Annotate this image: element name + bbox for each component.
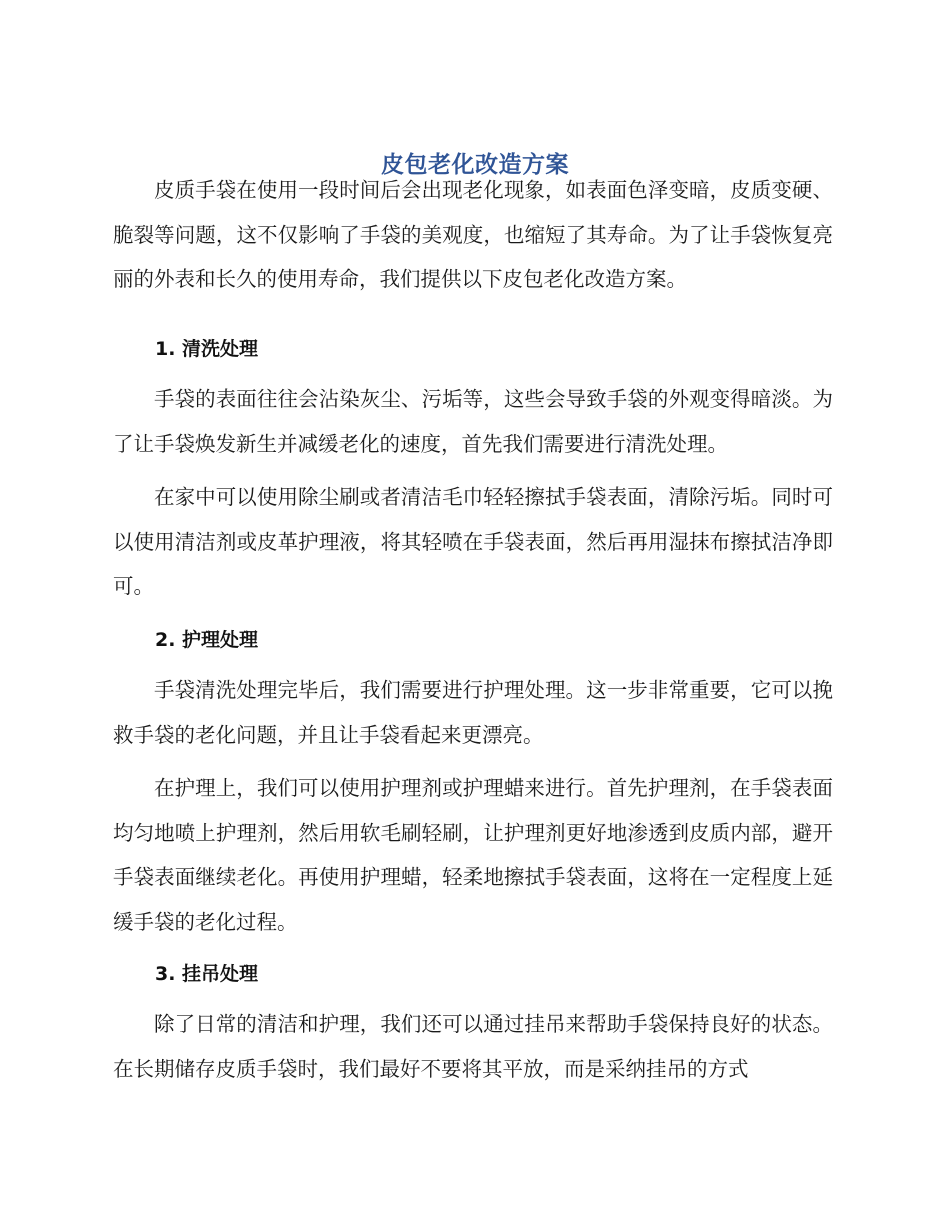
hanging-paragraph-1: 除了日常的清洁和护理，我们还可以通过挂吊来帮助手袋保持良好的状态。在长期储存皮质手袋时，我们最好不要将其平放，而是采纳挂吊的方式 (113, 1012, 833, 1081)
care-paragraph-2: 在护理上，我们可以使用护理剂或护理蜡来进行。首先护理剂，在手袋表面均匀地喷上护理剂，然后用软毛刷轻刷，让护理剂更好地渗透到皮质内部，避开手袋表面继续老化。再使用护理蜡，轻柔地擦拭手袋表面，这将在一定程度上延缓手袋的老化过程。 (113, 776, 833, 934)
section-heading-cleaning: 1. 清洗处理 (155, 338, 259, 360)
section-heading-care: 2. 护理处理 (155, 629, 259, 651)
section-heading-hanging: 3. 挂吊处理 (155, 963, 259, 985)
intro-paragraph: 皮质手袋在使用一段时间后会出现老化现象，如表面色泽变暗，皮质变硬、脆裂等问题，这不仅影响了手袋的美观度，也缩短了其寿命。为了让手袋恢复亮丽的外表和长久的使用寿命，我们提供以下皮包老化改造方案。 (113, 178, 833, 291)
care-paragraph-1: 手袋清洗处理完毕后，我们需要进行护理处理。这一步非常重要，它可以挽救手袋的老化问题，并且让手袋看起来更漂亮。 (113, 678, 833, 747)
document-title: 皮包老化改造方案 (381, 152, 569, 178)
cleaning-paragraph-1: 手袋的表面往往会沾染灰尘、污垢等，这些会导致手袋的外观变得暗淡。为了让手袋焕发新生并减缓老化的速度，首先我们需要进行清洗处理。 (113, 387, 833, 456)
cleaning-paragraph-2: 在家中可以使用除尘刷或者清洁毛巾轻轻擦拭手袋表面，清除污垢。同时可以使用清洁剂或皮革护理液，将其轻喷在手袋表面，然后再用湿抹布擦拭洁净即可。 (113, 485, 833, 598)
